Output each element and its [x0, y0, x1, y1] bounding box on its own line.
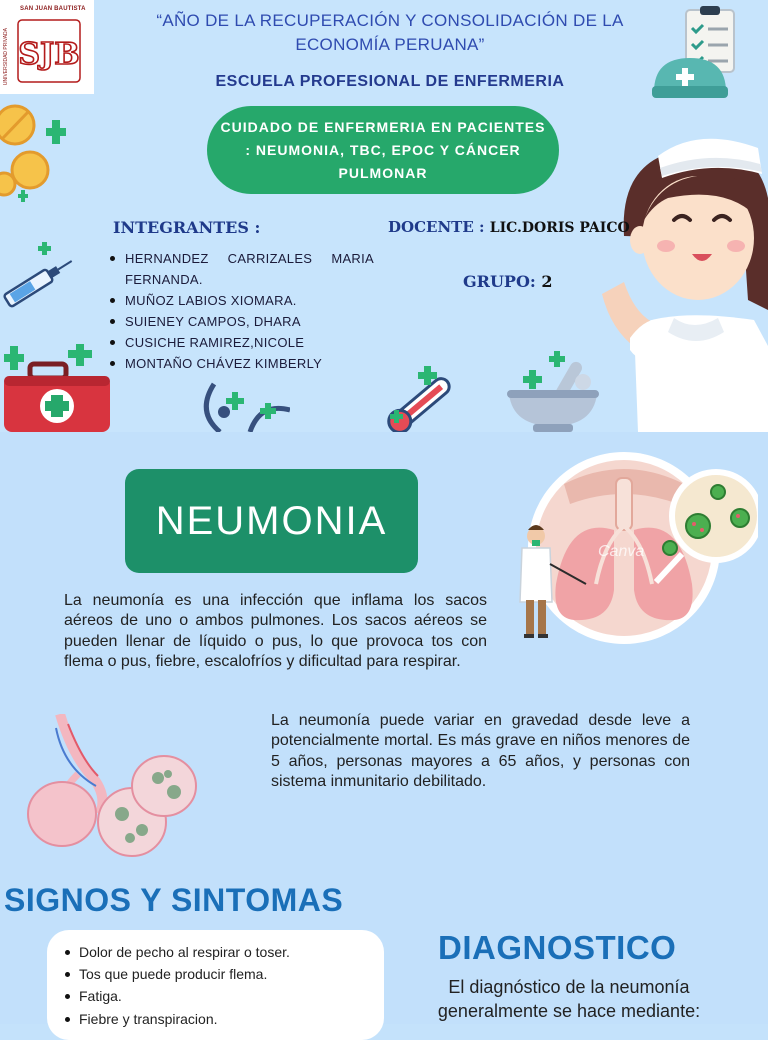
syringe-icon	[0, 242, 80, 308]
motto-line-1: “AÑO DE LA RECUPERACIÓN Y CONSOLIDACIÓN DE LA	[156, 11, 624, 30]
members-heading: INTEGRANTES :	[113, 218, 261, 237]
university-logo	[0, 0, 94, 94]
pills-icon	[0, 98, 70, 210]
members-list	[108, 248, 374, 374]
motto-heading	[120, 9, 660, 57]
motto-line-2: ECONOMÍA PERUANA”	[295, 35, 485, 54]
logo-university-name: SAN JUAN BAUTISTA	[20, 6, 86, 12]
group-line	[463, 272, 553, 291]
symptom-item: Dolor de pecho al respirar o toser.	[62, 941, 290, 963]
svg-text:SJB: SJB	[18, 37, 80, 72]
member-item: CUSICHE RAMIREZ,NICOLE	[108, 332, 374, 353]
teacher-name: LIC.DORIS PAICO	[489, 220, 630, 236]
school-name: ESCUELA PROFESIONAL DE ENFERMERIA	[215, 73, 565, 90]
thermometer-icon	[372, 358, 462, 432]
nurse-illustration	[594, 116, 768, 432]
logo-emblem	[16, 18, 82, 84]
mortar-pestle-icon	[505, 346, 601, 432]
teacher-label: DOCENTE :	[388, 218, 485, 236]
clipboard-icon	[650, 6, 742, 102]
group-label: GRUPO:	[463, 272, 536, 291]
symptom-item: Fatiga.	[62, 985, 290, 1007]
topic-text: CUIDADO DE ENFERMERIA EN PACIENTES : NEUMONIA, TBC, EPOC Y CÁNCER PULMONAR	[220, 118, 546, 181]
symptom-item: Fiebre y transpiracion.	[62, 1008, 290, 1030]
topic-badge	[207, 106, 559, 194]
member-item: SUIENEY CAMPOS, DHARA	[108, 311, 374, 332]
neumonia-definition: La neumonía es una infección que inflama los sacos aéreos de uno o ambos pulmones. Los sacos aéreos se pueden llenar de líquido o pus, lo que provoca tos con flema o pus, fiebre, escalofríos y dificultad para respirar.	[64, 592, 487, 671]
member-item: MUÑOZ LABIOS XIOMARA.	[108, 290, 374, 311]
lungs-illustration	[506, 444, 758, 656]
alveoli-illustration	[18, 714, 204, 864]
neumonia-title: NEUMONIA	[155, 498, 388, 543]
member-item: MONTAÑO CHÁVEZ KIMBERLY	[108, 353, 374, 374]
watermark-text: Canva	[598, 543, 645, 560]
symptom-item: Tos que puede producir flema.	[62, 963, 290, 985]
neumonia-severity: La neumonía puede variar en gravedad desde leve a potencialmente mortal. Es más grave en niños menores de 5 años, personas mayores a 65 años, y personas con sistema inmunitario debilitado.	[271, 712, 690, 791]
logo-side-text: UNIVERSIDAD PRIVADA	[3, 28, 9, 86]
diagnosis-text: El diagnóstico de la neumonía generalmente se hace mediante:	[437, 977, 701, 1021]
group-number: 2	[541, 272, 553, 291]
neumonia-title-badge	[125, 469, 418, 573]
member-item: HERNANDEZ CARRIZALES MARIA FERNANDA.	[108, 248, 374, 290]
teacher-line	[388, 218, 630, 236]
symptoms-list	[62, 941, 290, 1030]
diagnosis-heading: DIAGNOSTICO	[438, 929, 677, 966]
first-aid-kit-icon	[0, 340, 118, 432]
signs-heading: SIGNOS Y SINTOMAS	[4, 882, 344, 918]
stethoscope-icon	[190, 368, 290, 432]
